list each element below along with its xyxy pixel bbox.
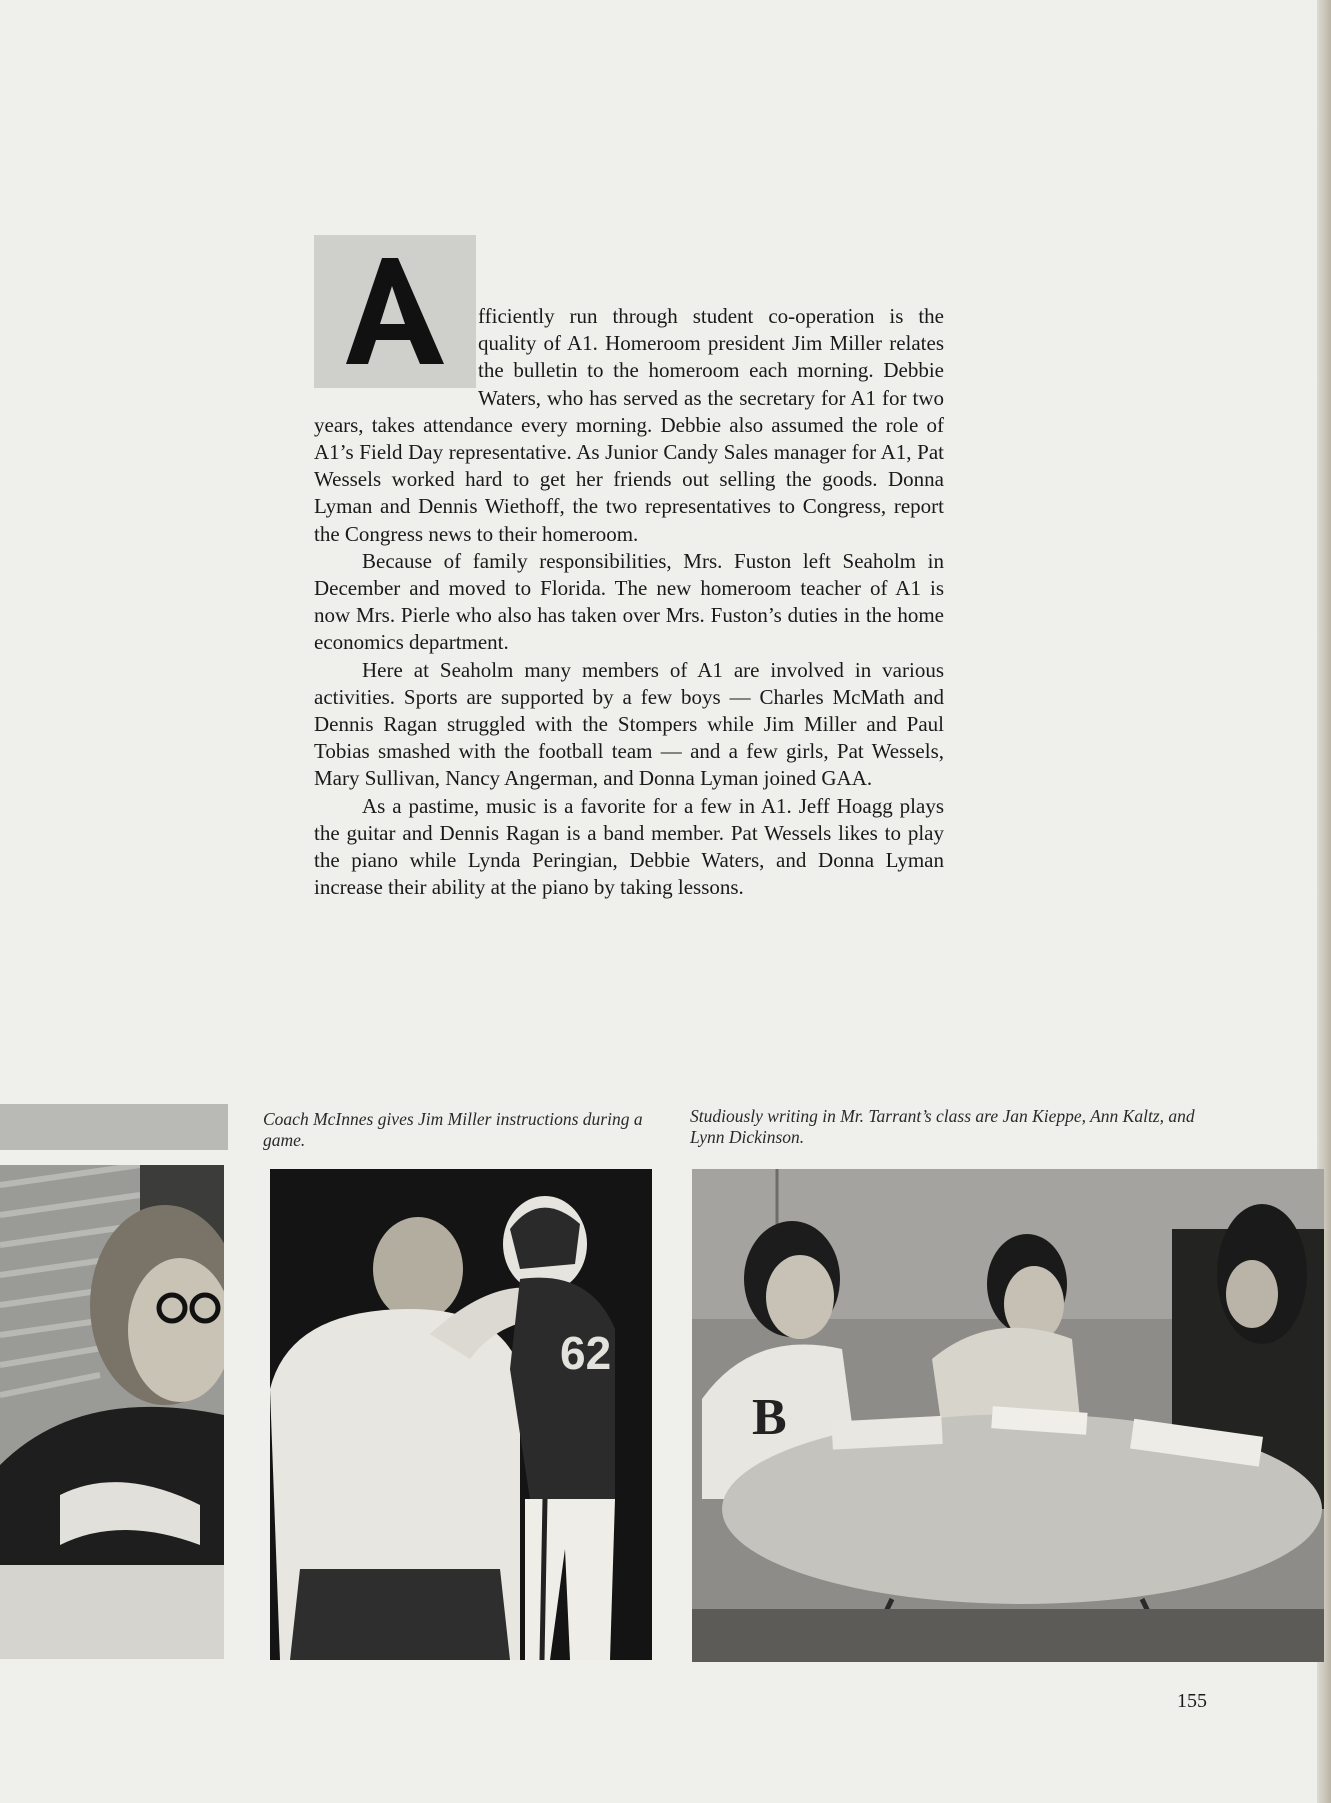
dropcap-box [314,235,476,388]
photo-classroom-table [692,1169,1324,1662]
paragraph-1: fficiently run through student co-operation is the quality of A1. Homeroom president Jim Miller relates the bulletin to the homeroom each morning. Debbie Waters, who has served as the secretary for A1 for two years, takes attendance every morning. Debbie also assumed the role of A1’s Field Day representative. As Junior Candy Sales manager for A1, Pat Wessels worked hard to get her friends out selling the goods. Donna Lyman and Dennis Wiethoff, the two representatives to Congress, report the Congress news to their homeroom. [314,304,944,546]
photo-coach-and-player [270,1169,652,1660]
photo-girl-with-glasses [0,1165,224,1659]
caption-classroom: Studiously writing in Mr. Tarrant’s class are Jan Kieppe, Ann Kaltz, and Lynn Dickinson. [690,1106,1195,1147]
paragraph-2: Because of family responsibilities, Mrs. Fuston left Seaholm in December and moved to Florida. The new homeroom teacher of A1 is now Mrs. Pierle who also has taken over Mrs. Fuston’s duties in the home economics department. [314,548,944,655]
caption-football: Coach McInnes gives Jim Miller instructions during a game. [263,1109,643,1150]
dropcap-letter-a [340,256,450,368]
svg-text:B: B [752,1389,787,1446]
paragraph-4: As a pastime, music is a favorite for a few in A1. Jeff Hoagg plays the guitar and Dennis Ragan is a band member. Pat Wessels likes to play the piano while Lynda Peringian, Debbie Waters, and Donna Lyman increase their ability at the piano by taking lessons. [314,793,944,900]
page-number: 155 [1177,1690,1207,1712]
article-body [314,235,944,901]
paragraph-3: Here at Seaholm many members of A1 are involved in various activities. Sports are supported by a few boys — Charles McMath and Dennis Ragan struggled with the Stompers while Jim Miller and Paul Tobias smashed with the football team — and a few girls, Pat Wessels, Mary Sullivan, Nancy Angerman, and Donna Lyman joined GAA. [314,657,944,791]
svg-text:62: 62 [560,1327,612,1379]
gray-tab-bar [0,1104,228,1150]
